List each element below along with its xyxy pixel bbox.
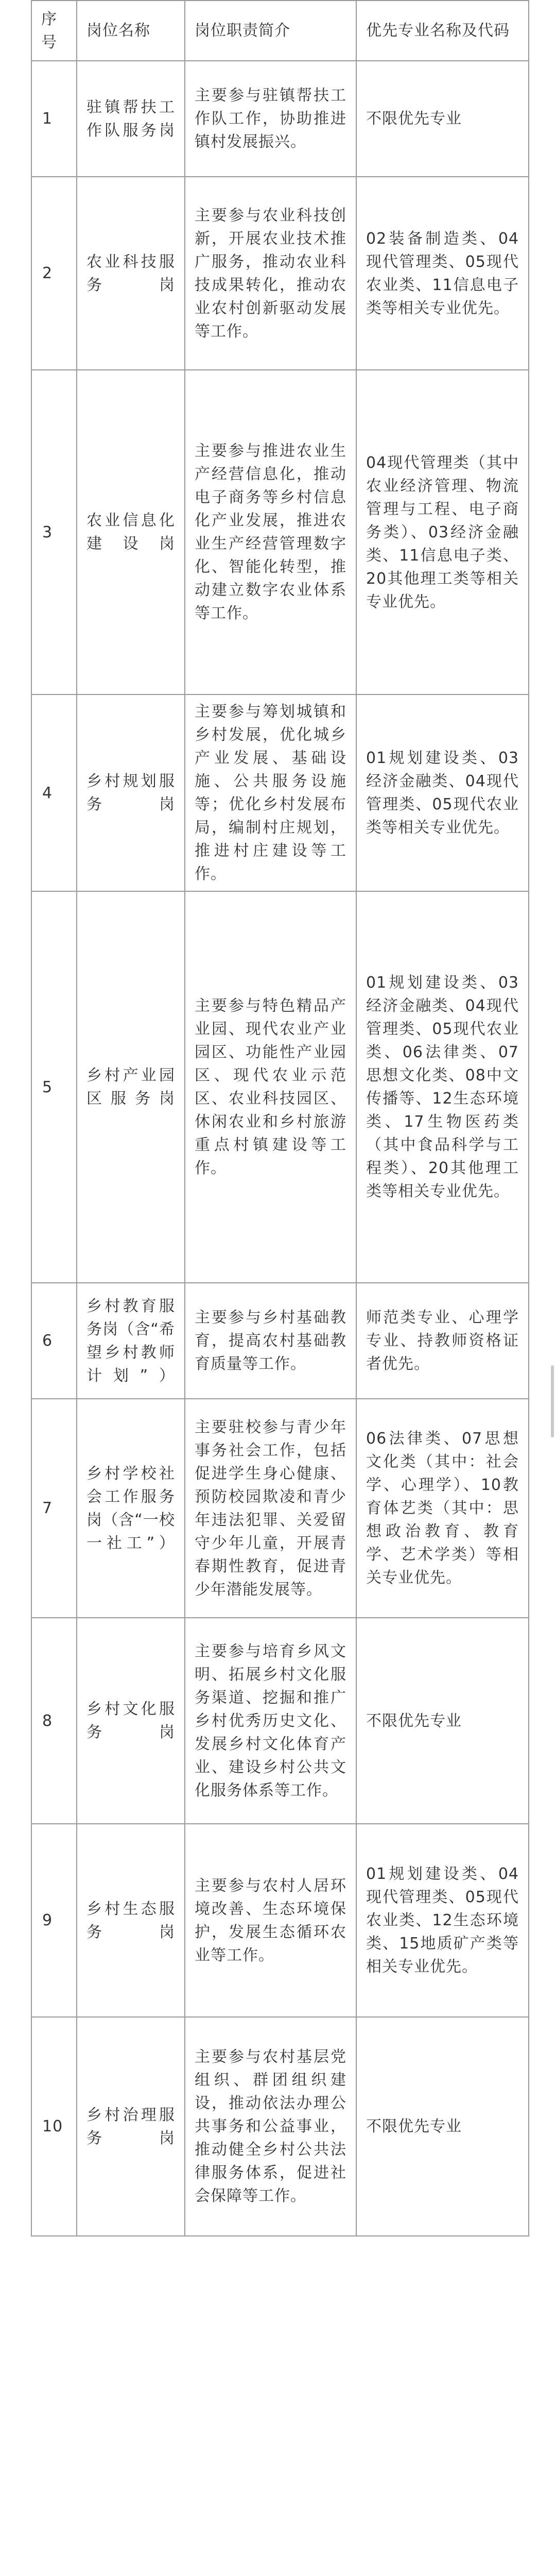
- serial-number-cell: 1: [31, 61, 77, 177]
- preferred-majors-cell: 01规划建设类、03经济金融类、04现代管理类、05现代农业类等相关专业优先。: [356, 694, 529, 891]
- duty-summary-cell: 主要参与农业科技创新，开展农业技术推广服务，推动农业科技成果转化，推动农业农村创新驱动发展等工作。: [185, 177, 356, 370]
- duty-summary-cell: 主要驻校参与青少年事务社会工作，包括促进学生身心健康、预防校园欺凌和青少年违法犯罪、关爱留守少年儿童，开展青春期性教育，促进青少年潜能发展等。: [185, 1399, 356, 1618]
- table-row: [31, 1824, 529, 2017]
- serial-number-cell: 6: [31, 1283, 77, 1399]
- duty-summary-cell: 主要参与培育乡风文明、拓展乡村文化服务渠道、挖掘和推广乡村优秀历史文化、发展乡村文化体育产业、建设乡村公共文化服务体系等工作。: [185, 1618, 356, 1824]
- position-name-cell: 乡村产业园区服务岗: [77, 891, 185, 1283]
- serial-number-cell: 9: [31, 1824, 77, 2017]
- preferred-majors-cell: 04现代管理类（其中农业经济管理、物流管理与工程、电子商务类）、03经济金融类、11信息电子类、20其他理工类等相关专业优先。: [356, 370, 529, 694]
- serial-number-cell: 8: [31, 1618, 77, 1824]
- preferred-majors-cell: 不限优先专业: [356, 61, 529, 177]
- position-name-cell: 驻镇帮扶工作队服务岗: [77, 61, 185, 177]
- table-row: [31, 694, 529, 891]
- position-name-cell: 农业信息化建设岗: [77, 370, 185, 694]
- preferred-majors-cell: 06法律类、07思想文化类（其中：社会学、心理学）、10教育体艺类（其中：思想政治教育、教育学、艺术学类）等相关专业优先。: [356, 1399, 529, 1618]
- position-name-cell: 农业科技服务岗: [77, 177, 185, 370]
- header-position-name: 岗位名称: [77, 1, 185, 61]
- header-serial-number: 序号: [31, 1, 77, 61]
- serial-number-cell: 10: [31, 2017, 77, 2236]
- position-name-cell: 乡村规划服务岗: [77, 694, 185, 891]
- scrollbar-thumb[interactable]: [551, 1365, 554, 1437]
- table-header-row: [31, 1, 529, 61]
- job-positions-table: [31, 0, 529, 2236]
- table-row: [31, 177, 529, 370]
- table-row: [31, 1399, 529, 1618]
- position-name-cell: 乡村学校社会工作服务岗（含“一校一社工”）: [77, 1399, 185, 1618]
- position-name-cell: 乡村文化服务岗: [77, 1618, 185, 1824]
- duty-summary-cell: 主要参与筹划城镇和乡村发展，优化城乡产业发展、基础设施、公共服务设施等；优化乡村发展布局，编制村庄规划，推进村庄建设等工作。: [185, 694, 356, 891]
- position-name-cell: 乡村治理服务岗: [77, 2017, 185, 2236]
- header-duty-summary: 岗位职责简介: [185, 1, 356, 61]
- table-row: [31, 61, 529, 177]
- preferred-majors-cell: 01规划建设类、03经济金融类、04现代管理类、05现代农业类、06法律类、07思想文化类、08中文传播等、12生态环境类、17生物医药类（其中食品科学与工程类）、20其他理工类等相关专业优先。: [356, 891, 529, 1283]
- duty-summary-cell: 主要参与推进农业生产经营信息化，推动电子商务等乡村信息化产业发展，推进农业生产经营管理数字化、智能化转型，推动建立数字农业体系等工作。: [185, 370, 356, 694]
- serial-number-cell: 3: [31, 370, 77, 694]
- table-row: [31, 1618, 529, 1824]
- serial-number-cell: 7: [31, 1399, 77, 1618]
- duty-summary-cell: 主要参与农村人居环境改善、生态环境保护，发展生态循环农业等工作。: [185, 1824, 356, 2017]
- header-preferred-majors: 优先专业名称及代码: [356, 1, 529, 61]
- duty-summary-cell: 主要参与特色精品产业园、现代农业产业园区、功能性产业园区、现代农业示范区、农业科技园区、休闲农业和乡村旅游重点村镇建设等工作。: [185, 891, 356, 1283]
- serial-number-cell: 2: [31, 177, 77, 370]
- serial-number-cell: 4: [31, 694, 77, 891]
- serial-number-cell: 5: [31, 891, 77, 1283]
- table-row: [31, 891, 529, 1283]
- duty-summary-cell: 主要参与农村基层党组织、群团组织建设，推动依法办理公共事务和公益事业，推动健全乡村公共法律服务体系，促进社会保障等工作。: [185, 2017, 356, 2236]
- preferred-majors-cell: 不限优先专业: [356, 2017, 529, 2236]
- preferred-majors-cell: 师范类专业、心理学专业、持教师资格证者优先。: [356, 1283, 529, 1399]
- table-row: [31, 370, 529, 694]
- table-row: [31, 1283, 529, 1399]
- position-name-cell: 乡村教育服务岗（含“希望乡村教师计划”）: [77, 1283, 185, 1399]
- duty-summary-cell: 主要参与驻镇帮扶工作队工作，协助推进镇村发展振兴。: [185, 61, 356, 177]
- duty-summary-cell: 主要参与乡村基础教育，提高农村基础教育质量等工作。: [185, 1283, 356, 1399]
- preferred-majors-cell: 01规划建设类、04现代管理类、05现代农业类、12生态环境类、15地质矿产类等相关专业优先。: [356, 1824, 529, 2017]
- table-row: [31, 2017, 529, 2236]
- position-name-cell: 乡村生态服务岗: [77, 1824, 185, 2017]
- preferred-majors-cell: 不限优先专业: [356, 1618, 529, 1824]
- preferred-majors-cell: 02装备制造类、04现代管理类、05现代农业类、11信息电子类等相关专业优先。: [356, 177, 529, 370]
